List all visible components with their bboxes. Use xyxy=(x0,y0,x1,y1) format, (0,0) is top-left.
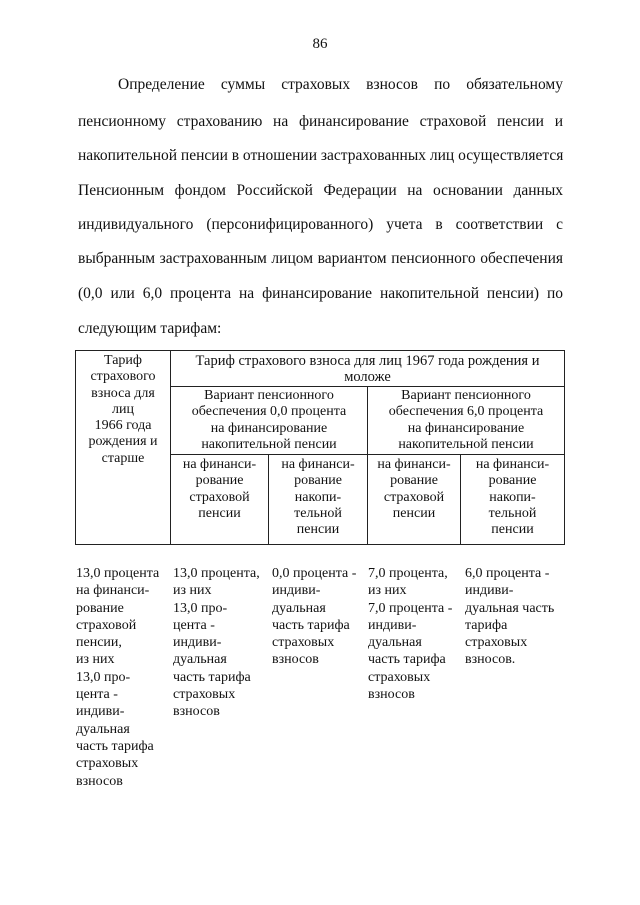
paragraph-line: Определение суммы страховых взносов по обязательному xyxy=(118,76,563,93)
value-rate-1966: 13,0 процента на финанси- рование страховой пенсии, из них 13,0 про- цента - индиви- дуальная часть тарифа страховых взносов xyxy=(76,566,160,789)
header-variant-0: Вариант пенсионного обеспечения 0,0 процента на финансирование накопительной пенсии xyxy=(191,388,347,452)
subheader-insurance-pension-a: на финанси- рование страховой пенсии xyxy=(182,457,257,521)
paragraph-line: индивидуального (персонифицированного) учета в соответствии с xyxy=(78,216,563,233)
header-top-rate-1967: Тариф страхового взноса для лиц 1967 года рождения и моложе xyxy=(195,353,540,386)
value-variant0-insurance: 13,0 процента, из них 13,0 про- цента - индиви- дуальная часть тарифа страховых взносов xyxy=(173,566,260,720)
table-border xyxy=(564,350,565,545)
value-variant6-insurance: 7,0 процента, из них 7,0 процента - индиви- дуальная часть тарифа страховых взносов xyxy=(368,566,453,703)
paragraph-line: накопительной пенсии в отношении застрахованных лиц осуществляется xyxy=(78,147,564,164)
tariff-table-header xyxy=(75,350,565,545)
table-border xyxy=(75,350,565,351)
paragraph-line: Пенсионным фондом Российской Федерации на основании данных xyxy=(78,182,563,199)
page-number: 86 xyxy=(312,36,328,52)
subheader-funded-pension-b: на финанси- рование накопи- тельной пенсии xyxy=(475,457,550,538)
table-border xyxy=(75,544,565,545)
paragraph-line: (0,0 или 6,0 процента на финансирование накопительной пенсии) по xyxy=(78,285,563,302)
paragraph-line: пенсионному страхованию на финансирование страховой пенсии и xyxy=(78,113,563,130)
value-variant6-funded: 6,0 процента - индиви- дуальная часть тарифа страховых взносов. xyxy=(465,566,555,668)
value-variant0-funded: 0,0 процента - индиви- дуальная часть тарифа страховых взносов xyxy=(272,566,357,668)
paragraph-line: следующим тарифам: xyxy=(78,320,222,337)
subheader-funded-pension-a: на финанси- рование накопи- тельной пенсии xyxy=(281,457,355,538)
subheader-insurance-pension-b: на финанси- рование страховой пенсии xyxy=(377,457,451,521)
paragraph-line: выбранным застрахованным лицом вариантом пенсионного обеспечения xyxy=(78,250,563,267)
header-variant-6: Вариант пенсионного обеспечения 6,0 процента на финансирование накопительной пенсии xyxy=(388,388,544,452)
header-left-rate-1966: Тариф страхового взноса для лиц 1966 года рождения и старше xyxy=(88,353,158,466)
